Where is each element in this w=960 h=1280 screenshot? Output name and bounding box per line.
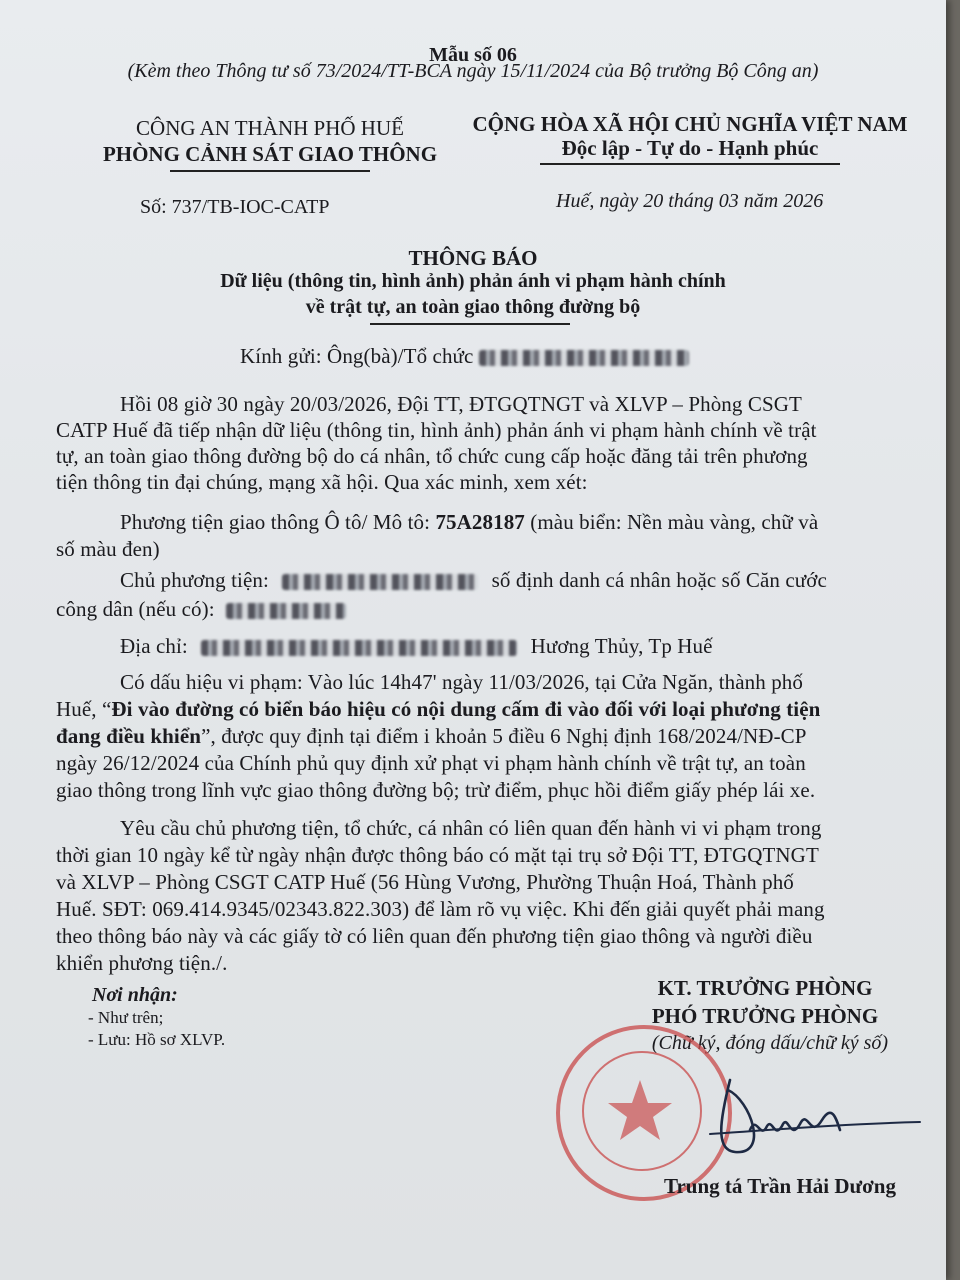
vehicle-line [120,510,818,535]
recipient-label: Kính gửi: Ông(bà)/Tổ chức [240,344,474,368]
request-line1: Yêu cầu chủ phương tiện, tổ chức, cá nhân có liên quan đến hành vi vi phạm trong [120,816,822,840]
form-reference: (Kèm theo Thông tư số 73/2024/TT-BCA ngày 15/11/2024 của Bộ trưởng Bộ Công an) [127,60,819,82]
request-line4: Huế. SĐT: 069.414.9345/02343.822.303) để làm rõ vụ việc. Khi đến giải quyết phải mang [56,897,825,921]
vehicle-plate-color: (màu biển: Nền màu vàng, chữ và [530,510,819,534]
recipient-line [240,344,689,369]
owner-id-label: số định danh cá nhân hoặc số Căn cước [491,568,827,592]
para1-line4: tiện thông tin đại chúng, mạng xã hội. Qua xác minh, xem xét: [56,470,588,494]
violation-line3-rest: ”, được quy định tại điểm i khoản 5 điều 6 Nghị định 168/2024/NĐ-CP [201,724,807,748]
violation-line3 [56,724,807,749]
violation-line2-prefix: Huế, “ [56,697,112,721]
redacted-address [201,640,517,656]
owner-line [120,568,827,593]
para1-line1: Hồi 08 giờ 30 ngày 20/03/2026, Đội TT, ĐTGQTNGT và XLVP – Phòng CSGT [120,392,802,416]
signer-role-1: KT. TRƯỞNG PHÒNG [657,976,873,1000]
notice-subtitle-2: về trật tự, an toàn giao thông đường bộ [305,296,641,318]
notice-subtitle-1: Dữ liệu (thông tin, hình ảnh) phản ánh vi phạm hành chính [220,270,726,292]
request-line6: khiển phương tiện./. [56,951,228,975]
request-line5: theo thông báo này và các giấy tờ có liên quan đến phương tiện giao thông và người điều [56,924,813,948]
recipients-item-2: - Lưu: Hồ sơ XLVP. [88,1030,226,1049]
notice-title: THÔNG BÁO [408,246,538,270]
document-number: Số: 737/TB-IOC-CATP [140,196,330,218]
agency-underline [170,170,370,172]
violation-quote-part1: Đi vào đường có biển báo hiệu có nội dung cấm đi vào đối với loại phương tiện [111,697,821,721]
violation-line1: Có dấu hiệu vi phạm: Vào lúc 14h47' ngày 11/03/2026, tại Cửa Ngăn, thành phố [120,670,804,694]
violation-line5: giao thông trong lĩnh vực giao thông đường bộ; trừ điểm, phục hồi điểm giấy phép lái xe. [56,778,816,802]
vehicle-plate: 75A28187 [435,510,525,534]
form-number: Mẫu số 06 [429,44,517,66]
recipients-heading: Nơi nhận: [92,984,178,1006]
request-line2: thời gian 10 ngày kể từ ngày nhận được thông báo có mặt tại trụ sở Đội TT, ĐTGQTNGT [56,843,819,867]
para1-line3: tự, an toàn giao thông đường bộ do cá nhân, tổ chức cung cấp hoặc đăng tải trên phương [56,444,808,468]
national-motto: Độc lập - Tự do - Hạnh phúc [561,136,819,160]
violation-quote-part2: đang điều khiển [56,724,202,748]
vehicle-label: Phương tiện giao thông Ô tô/ Mô tô: [120,510,431,534]
violation-line4: ngày 26/12/2024 của Chính phủ quy định xử phạt vi phạm hành chính về trật tự, an toàn [56,751,806,775]
signature-note: (Chữ ký, đóng dấu/chữ ký số) [651,1032,889,1054]
redacted-owner-name [282,574,478,590]
signer-role-2: PHÓ TRƯỞNG PHÒNG [651,1004,879,1028]
agency-name: PHÒNG CẢNH SÁT GIAO THÔNG [102,142,438,166]
vehicle-line-2: số màu đen) [56,537,160,561]
redacted-owner-id [226,603,346,619]
national-title: CỘNG HÒA XÃ HỘI CHỦ NGHĨA VIỆT NAM [472,112,908,136]
para1-line2: CATP Huế đã tiếp nhận dữ liệu (thông tin, hình ảnh) phản ánh vi phạm hành chính về trật [56,418,817,442]
request-line3: và XLVP – Phòng CSGT CATP Huế (56 Hùng Vương, Phường Thuận Hoá, Thành phố [56,870,794,894]
handwritten-signature-icon [690,1060,930,1170]
place-date: Huế, ngày 20 tháng 03 năm 2026 [556,190,824,212]
address-line [120,634,713,659]
signer-name: Trung tá Trần Hải Dương [664,1174,896,1198]
owner-label: Chủ phương tiện: [120,568,269,592]
agency-parent: CÔNG AN THÀNH PHỐ HUẾ [136,116,404,140]
address-tail: Hương Thủy, Tp Huế [530,634,713,658]
redacted-recipient [479,350,689,366]
violation-line2 [56,697,820,722]
recipients-item-1: - Như trên; [88,1008,164,1027]
address-label: Địa chỉ: [120,634,188,658]
title-underline [370,323,570,325]
owner-id-line [56,597,346,622]
motto-underline [540,163,840,165]
owner-id-label-2: công dân (nếu có): [56,597,215,621]
